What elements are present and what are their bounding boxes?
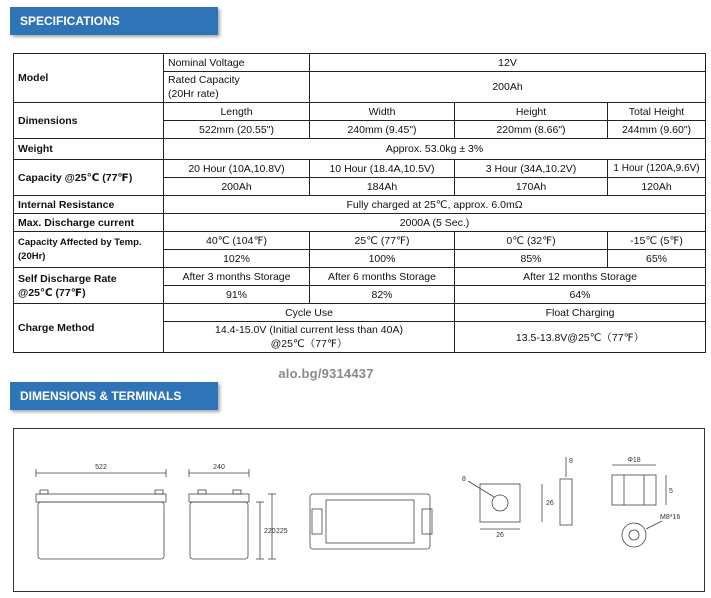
- bolt-terminal-detail: [612, 465, 666, 547]
- terminal-hole-dimension: 8: [462, 476, 466, 483]
- temp-header: 25℃ (77℉): [310, 232, 455, 250]
- nominal-voltage-label: Nominal Voltage: [164, 54, 310, 72]
- table-row: [14, 54, 706, 72]
- capacity-header: 20 Hour (10A,10.8V): [164, 160, 310, 178]
- table-row: [14, 139, 706, 160]
- dimension-header: Total Height: [608, 103, 706, 121]
- dimension-header: Width: [310, 103, 455, 121]
- dimensions-label: Dimensions: [14, 103, 164, 139]
- temp-capacity-label: [14, 232, 164, 268]
- temp-header: -15℃ (5℉): [608, 232, 706, 250]
- temp-capacity-label-line-2: (20Hr): [18, 250, 46, 262]
- capacity-header: 1 Hour (120A,9.6V): [608, 160, 706, 178]
- side-view: [189, 469, 276, 559]
- dimension-value: 244mm (9.60"): [608, 121, 706, 139]
- capacity-header: 10 Hour (18.4A,10.5V): [310, 160, 455, 178]
- table-row: [14, 214, 706, 232]
- width-dimension: 240: [213, 464, 225, 471]
- height-dimension-1: 220: [264, 528, 276, 535]
- dimension-value: 240mm (9.45"): [310, 121, 455, 139]
- temp-header: 40℃ (104℉): [164, 232, 310, 250]
- length-dimension: 522: [95, 464, 107, 471]
- dimension-header: Height: [455, 103, 608, 121]
- weight-value: Approx. 53.0kg ± 3%: [164, 139, 706, 160]
- watermark: alo.bg/9314437: [278, 366, 374, 381]
- table-row: [14, 160, 706, 178]
- terminal-thickness-dimension: 8: [569, 458, 573, 465]
- temp-capacity-label-line-1: Capacity Affected by Temp.: [18, 236, 142, 248]
- self-discharge-header: After 6 months Storage: [310, 268, 455, 286]
- temp-value: 100%: [310, 250, 455, 268]
- max-discharge-label: Max. Discharge current: [14, 214, 164, 232]
- temp-value: 85%: [455, 250, 608, 268]
- table-row: [14, 196, 706, 214]
- technical-drawing: [14, 429, 704, 591]
- height-dimension-2: 225: [276, 528, 288, 535]
- terminal-diameter-dimension: Φ18: [627, 457, 641, 464]
- self-discharge-value: 64%: [455, 286, 706, 304]
- temp-header: 0℃ (32℉): [455, 232, 608, 250]
- charge-method-label: Charge Method: [14, 304, 164, 353]
- weight-label: Weight: [14, 139, 164, 160]
- cycle-use-value: [164, 322, 455, 353]
- dimension-drawing: [13, 428, 705, 592]
- float-charging-header: Float Charging: [455, 304, 706, 322]
- capacity-header: 3 Hour (34A,10.2V): [455, 160, 608, 178]
- self-discharge-label-line-2: @25℃ (77℉): [18, 286, 86, 299]
- self-discharge-value: 82%: [310, 286, 455, 304]
- terminal-height-dimension: 26: [546, 500, 554, 507]
- dimension-value: 522mm (20.55"): [164, 121, 310, 139]
- specifications-header: SPECIFICATIONS: [10, 7, 218, 35]
- self-discharge-label-line-1: Self Discharge Rate: [18, 272, 117, 285]
- capacity-value: 120Ah: [608, 178, 706, 196]
- capacity-label: Capacity @25℃ (77℉): [14, 160, 164, 196]
- self-discharge-header: After 12 months Storage: [455, 268, 706, 286]
- capacity-value: 184Ah: [310, 178, 455, 196]
- table-row: [14, 304, 706, 322]
- capacity-value: 170Ah: [455, 178, 608, 196]
- top-view: [310, 494, 432, 549]
- temp-value: 65%: [608, 250, 706, 268]
- specifications-table: [13, 53, 706, 353]
- terminal-detail: [468, 457, 572, 529]
- rated-capacity-label-line-2: (20Hr rate): [168, 88, 219, 100]
- cycle-use-value-line-2: @25℃（77℉）: [270, 338, 348, 350]
- bolt-size: M8*16: [660, 514, 681, 521]
- model-label: Model: [14, 54, 164, 103]
- internal-resistance-label: Internal Resistance: [14, 196, 164, 214]
- cycle-use-value-line-1: 14.4-15.0V (Initial current less than 40A): [215, 324, 403, 336]
- nominal-voltage-value: 12V: [310, 54, 706, 72]
- dimension-header: Length: [164, 103, 310, 121]
- rated-capacity-value: 200Ah: [310, 72, 706, 103]
- dimensions-terminals-header: DIMENSIONS & TERMINALS: [10, 382, 218, 410]
- self-discharge-label: [14, 268, 164, 304]
- terminal-dim: 5: [669, 488, 673, 495]
- table-row: [14, 103, 706, 121]
- temp-value: 102%: [164, 250, 310, 268]
- self-discharge-header: After 3 months Storage: [164, 268, 310, 286]
- float-charging-value: 13.5-13.8V@25℃（77℉）: [455, 322, 706, 353]
- rated-capacity-label-line-1: Rated Capacity: [168, 74, 240, 86]
- rated-capacity-label: [164, 72, 310, 103]
- terminal-width-dimension: 26: [496, 532, 504, 539]
- cycle-use-header: Cycle Use: [164, 304, 455, 322]
- dimension-value: 220mm (8.66"): [455, 121, 608, 139]
- table-row: [14, 268, 706, 286]
- table-row: [14, 232, 706, 250]
- max-discharge-value: 2000A (5 Sec.): [164, 214, 706, 232]
- self-discharge-value: 91%: [164, 286, 310, 304]
- internal-resistance-value: Fully charged at 25℃, approx. 6.0mΩ: [164, 196, 706, 214]
- front-view: [36, 469, 166, 559]
- capacity-value: 200Ah: [164, 178, 310, 196]
